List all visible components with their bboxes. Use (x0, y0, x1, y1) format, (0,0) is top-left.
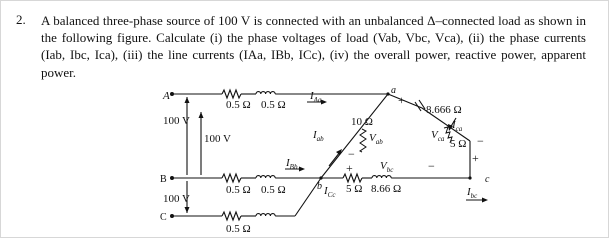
voltage-Vca-label: $V_{ca}$ (431, 129, 445, 143)
line-B-resistance: 0.5 Ω (226, 184, 251, 196)
node-A-label: A (163, 90, 170, 102)
polarity-plus-a: + (398, 93, 405, 107)
current-Iab-label: $I_{ab}$ (313, 129, 324, 143)
source-voltage-inner: 100 V (204, 133, 231, 145)
question-number: 2. (16, 12, 26, 27)
polarity-plus-bc: + (346, 161, 353, 175)
line-B-reactance: 0.5 Ω (261, 184, 286, 196)
current-Ica-label: $I_{ca}$ (452, 119, 463, 133)
node-c-label: c (485, 174, 490, 185)
node-C-label: C (160, 212, 167, 223)
node-a-label: a (391, 86, 396, 96)
polarity-minus-ab: − (348, 147, 355, 161)
load-Rab-label: 10 Ω (351, 116, 373, 128)
polarity-minus-c: − (477, 134, 484, 148)
voltage-Vbc-label: $V_{bc}$ (380, 160, 394, 174)
line-A-reactance: 0.5 Ω (261, 99, 286, 111)
load-Xbc-label: 8.66 Ω (371, 183, 402, 195)
load-Xca-label: 8.666 Ω (426, 104, 462, 116)
current-IBb-label: $I_{Bb}$ (286, 157, 298, 171)
circuit-diagram (160, 86, 505, 234)
polarity-plus-ca: + (472, 151, 479, 165)
source-voltage-AB: 100 V (163, 115, 190, 127)
voltage-Vab-label: $V_{ab}$ (369, 132, 383, 146)
question-text: A balanced three-phase source of 100 V is connected with an unbalanced Δ–connected load as shown in the following figure. Calculate (i) the phase voltages of load (Vab, Vbc, Vca), (ii) the phase currents (Iab, Ibc, Ica), (iii) the line currents (IAa, IBb, ICc), (iv) the overall power, reactive power, apparent power. (41, 13, 586, 80)
current-ICc-label: $I_{Cc}$ (324, 185, 336, 199)
current-Ibc-label: $I_{bc}$ (467, 186, 478, 200)
node-B-label: B (160, 174, 167, 185)
polarity-minus-bc: − (428, 159, 435, 173)
line-C-resistance: 0.5 Ω (226, 223, 251, 234)
load-Rca-label: 5 Ω (450, 138, 467, 150)
source-voltage-BC: 100 V (163, 193, 190, 205)
load-Rbc-label: 5 Ω (346, 183, 363, 195)
line-A-resistance: 0.5 Ω (226, 99, 251, 111)
node-b-label: b (317, 181, 322, 192)
current-IAa-label: $I_{Aa}$ (310, 90, 322, 104)
